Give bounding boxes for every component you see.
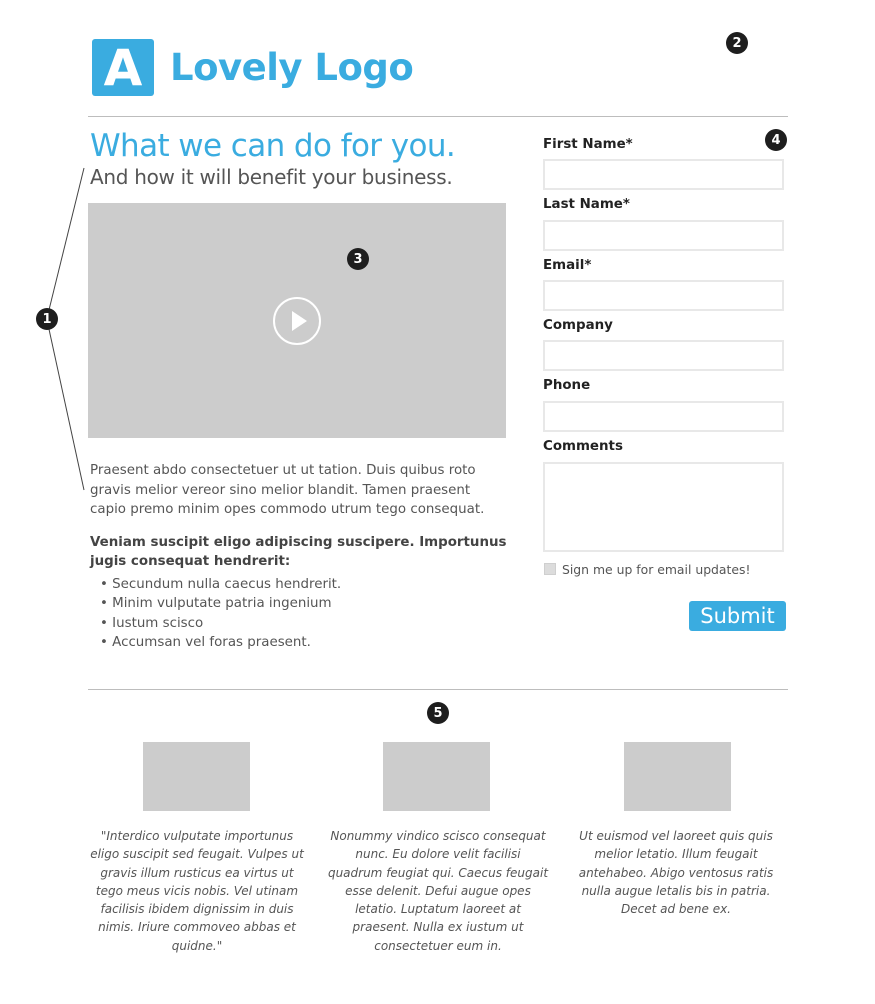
list-item: • Iustum scisco [100, 614, 341, 633]
testimonial-quote-3: Ut euismod vel laoreet quis quis melior letatio. Illum feugait antehabeo. Abigo ventosus ratis nulla augue letalis bis in patria. Decet ad bene ex. [578, 829, 774, 917]
list-item: • Minim vulputate patria ingenium [100, 594, 341, 613]
testimonial-image-1 [143, 742, 250, 811]
annotation-badge-1: 1 [36, 308, 58, 330]
first-name-field[interactable] [543, 159, 784, 190]
submit-button[interactable]: Submit [689, 601, 786, 631]
testimonial-quote-1: "Interdico vulputate importunus eligo suscipit sed feugait. Vulpes ut gravis illum rusticus ea virtus ut tego meus vicis nobis. Vel utinam facilisis ibidem dignissim in duis nimis. Iriure commoveo abbas et quidne." [90, 829, 304, 953]
page-subheadline: And how it will benefit your business. [90, 165, 453, 189]
first-name-label: First Name* [543, 137, 633, 152]
email-updates-label[interactable]: Sign me up for email updates! [562, 562, 751, 577]
comments-field[interactable] [543, 462, 784, 552]
company-field[interactable] [543, 340, 784, 371]
logo-text[interactable]: Lovely Logo [170, 46, 414, 89]
phone-field[interactable] [543, 401, 784, 432]
email-label: Email* [543, 258, 592, 273]
header-divider [88, 116, 788, 117]
footer-divider [88, 689, 788, 690]
testimonial-image-2 [383, 742, 490, 811]
testimonial-quote-2: Nonummy vindico scisco consequat nunc. Eu dolore velit facilisi quadrum feugiat qui. Caecus feugait esse delenit. Defui augue opes letatio. Luptatum laoreet at praesent. Nulla ex iustum ut consectetuer eum in. [327, 829, 549, 953]
comments-label: Comments [543, 439, 623, 454]
email-field[interactable] [543, 280, 784, 311]
phone-label: Phone [543, 378, 591, 393]
last-name-field[interactable] [543, 220, 784, 251]
page-headline: What we can do for you. [90, 128, 456, 164]
benefits-heading: Veniam suscipit eligo adipiscing suscipere. Importunus jugis consequat hendrerit: [90, 535, 507, 569]
testimonial-image-3 [624, 742, 731, 811]
intro-paragraph: Praesent abdo consectetuer ut ut tation. Duis quibus roto gravis melior vereor sino melior blandit. Tamen praesent capio premo minim opes commodo utrum tego consequat. [90, 463, 485, 517]
annotation-badge-3: 3 [347, 248, 369, 270]
last-name-label: Last Name* [543, 197, 630, 212]
play-icon[interactable] [273, 297, 321, 345]
annotation-line-bottom [47, 320, 84, 490]
list-item: • Secundum nulla caecus hendrerit. [100, 575, 341, 594]
email-updates-checkbox[interactable] [544, 563, 556, 575]
annotation-badge-2: 2 [726, 32, 748, 54]
logo-mark[interactable]: A [92, 39, 154, 96]
annotation-line-top [47, 168, 84, 318]
company-label: Company [543, 318, 613, 333]
annotation-badge-5: 5 [427, 702, 449, 724]
list-item: • Accumsan vel foras praesent. [100, 633, 341, 652]
annotation-badge-4: 4 [765, 129, 787, 151]
benefits-list [100, 575, 341, 652]
